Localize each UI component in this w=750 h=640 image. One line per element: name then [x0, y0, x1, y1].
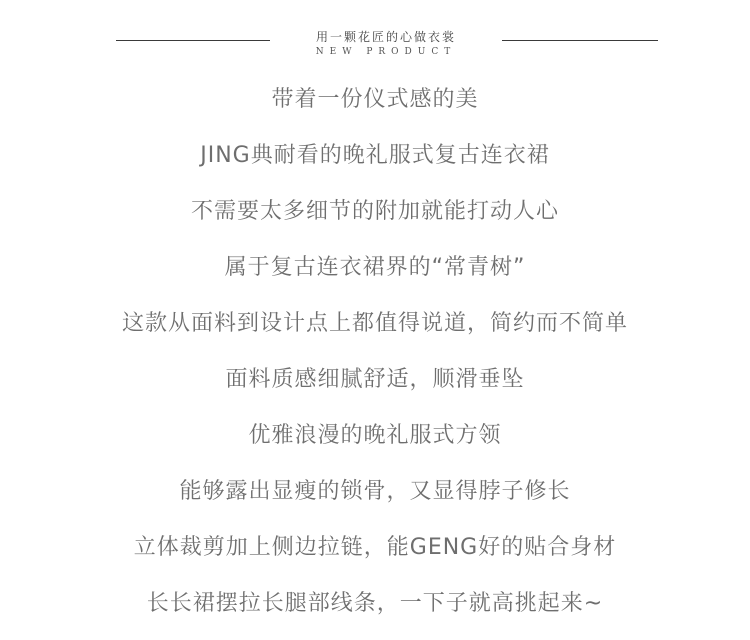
description-line: 这款从面料到设计点上都值得说道，简约而不简单: [121, 311, 628, 336]
description-line: 面料质感细腻舒适，顺滑垂坠: [225, 367, 525, 392]
description-line: 属于复古连衣裙界的“常青树”: [224, 255, 526, 280]
section-header: [0, 24, 750, 64]
description-line: 长长裙摆拉长腿部线条，一下子就高挑起来~: [146, 591, 604, 616]
header-rule-left: [116, 40, 270, 41]
header-rule-right: [502, 40, 658, 41]
description-line: 不需要太多细节的附加就能打动人心: [190, 199, 559, 224]
product-description: [0, 80, 750, 640]
description-line: 带着一份仪式感的美: [271, 87, 479, 112]
header-title: 用一颗花匠的心做衣裳: [315, 30, 456, 44]
description-line: 立体裁剪加上侧边拉链，能GENG好的贴合身材: [133, 535, 617, 560]
description-line: JING典耐看的晚礼服式复古连衣裙: [200, 143, 550, 168]
description-line: 能够露出显瘦的锁骨，又显得脖子修长: [179, 479, 571, 504]
description-line: 优雅浪漫的晚礼服式方领: [248, 423, 502, 448]
header-subtitle: NEW PRODUCT: [315, 47, 457, 57]
